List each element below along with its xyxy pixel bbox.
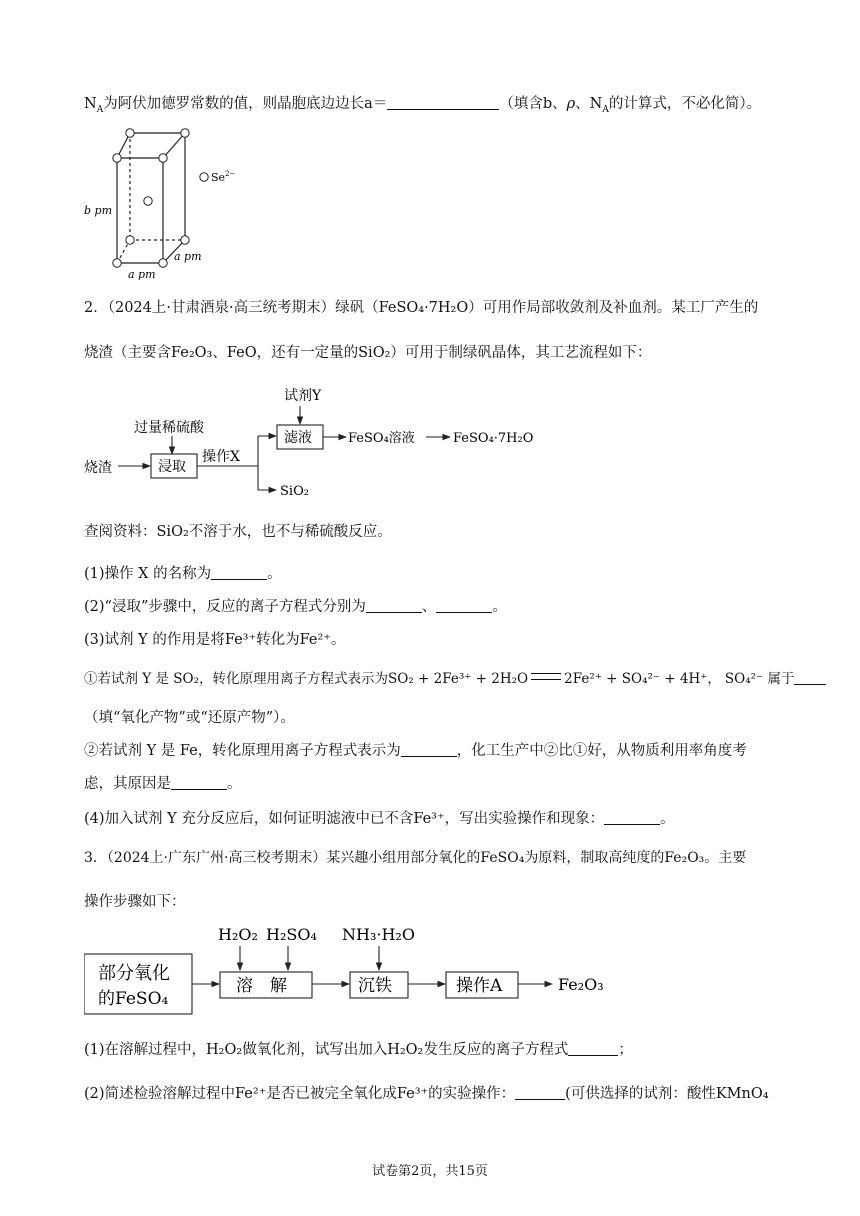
q2-s3b-line2-text: 虑，其原因是 bbox=[84, 776, 171, 792]
na-sub: A bbox=[96, 104, 104, 115]
q2-sub2 bbox=[84, 597, 507, 617]
q3-s1-text: (1)在溶解过程中，H₂O₂做氧化剂，试写出加入H₂O₂发生反应的离子方程式 bbox=[84, 1042, 569, 1058]
na-symbol: N bbox=[84, 96, 97, 112]
svg-text:FeSO₄溶液: FeSO₄溶液 bbox=[348, 431, 415, 446]
q2-sub3a bbox=[84, 669, 826, 689]
q3-heading: 3．（2024上·广东广州·高三校考期末）某兴趣小组用部分氧化的FeSO₄为原料，制取高纯度的Fe₂O₃。主要 bbox=[84, 850, 747, 866]
svg-text:烧渣: 烧渣 bbox=[84, 460, 112, 476]
q2-sub3a-paren: （填“氧化产物”或“还原产物”）。 bbox=[84, 710, 295, 726]
rho-symbol: ρ bbox=[566, 96, 576, 112]
q2-s2-end: 。 bbox=[492, 599, 507, 615]
equation-right: 2Fe²⁺ + SO₄²⁻ + 4H⁺， bbox=[564, 671, 721, 687]
svg-text:浸取: 浸取 bbox=[158, 459, 186, 475]
q3-s2-text: (2)简述检验溶解过程中Fe²⁺是否已被完全氧化成Fe³⁺的实验操作： bbox=[84, 1086, 516, 1102]
answer-blank[interactable] bbox=[171, 775, 227, 790]
q2-s3b-tail: ，化工生产中②比①好，从物质利用率角度考 bbox=[456, 743, 747, 759]
answer-blank[interactable] bbox=[604, 810, 660, 825]
q3-line2: 操作步骤如下： bbox=[84, 894, 186, 910]
equation-left: SO₂ + 2Fe³⁺ + 2H₂O bbox=[388, 671, 529, 687]
q2-head-tail: ）可用作局部收敛剂及补血剂。某工厂产生的 bbox=[468, 300, 759, 316]
page-footer: 试卷第2页，共15页 bbox=[372, 1164, 488, 1179]
q3-flowchart bbox=[84, 918, 644, 1022]
q2-sub4 bbox=[84, 809, 675, 829]
svg-text:FeSO₄·7H₂O: FeSO₄·7H₂O bbox=[453, 431, 534, 446]
answer-blank[interactable] bbox=[515, 1085, 565, 1100]
svg-text:Se2−: $Se^{2-}$ bbox=[211, 170, 236, 184]
answer-blank[interactable] bbox=[401, 742, 457, 757]
svg-text:溶 解: 溶 解 bbox=[236, 976, 287, 996]
q2-s3b-end: 。 bbox=[227, 776, 242, 792]
q2-heading bbox=[84, 298, 758, 318]
svg-text:的FeSO₄: 的FeSO₄ bbox=[98, 989, 169, 1009]
q2-s2-text: (2)“浸取”步骤中，反应的离子方程式分别为 bbox=[84, 599, 366, 615]
q2-sub1 bbox=[84, 564, 282, 584]
svg-text:a pm: a pm bbox=[128, 268, 156, 280]
q3-s1-end: ； bbox=[618, 1042, 633, 1058]
q2-s4-end: 。 bbox=[660, 811, 675, 827]
q3-sub2 bbox=[84, 1084, 769, 1104]
na-symbol-2: N bbox=[589, 96, 603, 112]
equals-sign bbox=[531, 673, 561, 680]
q2-line2-b: 、FeO，还有一定量的 bbox=[212, 345, 359, 361]
svg-text:部分氧化: 部分氧化 bbox=[98, 963, 170, 984]
svg-text:Fe₂O₃: Fe₂O₃ bbox=[558, 975, 604, 994]
q3-s2-tail: (可供选择的试剂：酸性KMnO₄ bbox=[565, 1086, 769, 1102]
svg-text:a pm: a pm bbox=[174, 250, 202, 263]
q2-sub3b bbox=[84, 741, 747, 761]
svg-text:b pm: b pm bbox=[84, 204, 113, 217]
q2-formula: FeSO₄·7H₂O bbox=[378, 300, 469, 316]
svg-text:NH₃·H₂O: NH₃·H₂O bbox=[342, 925, 415, 944]
q2-s3a-text: ①若试剂 Y 是 SO₂，转化原理用离子方程式表示为 bbox=[84, 671, 389, 687]
q2-info: 查阅资料：SiO₂不溶于水，也不与稀硫酸反应。 bbox=[84, 524, 392, 540]
svg-text:SiO₂: SiO₂ bbox=[280, 484, 309, 499]
svg-text:沉铁: 沉铁 bbox=[358, 976, 392, 996]
sio2-formula: SiO₂ bbox=[358, 345, 391, 361]
q1-text-b: （填含b、 bbox=[499, 96, 567, 112]
q2-s4-text: (4)加入试剂 Y 充分反应后，如何证明滤液中已不含Fe³⁺，写出实验操作和现象： bbox=[84, 811, 605, 827]
q2-sub3b-line2 bbox=[84, 774, 242, 794]
fe2o3-formula: Fe₂O₃ bbox=[171, 345, 213, 361]
q1-text-a: 为阿伏加德罗常数的值，则晶胞底边边长a＝ bbox=[103, 96, 388, 112]
q2-sub3: (3)试剂 Y 的作用是将Fe³⁺转化为Fe²⁺。 bbox=[84, 632, 346, 648]
q2-s1-end: 。 bbox=[267, 566, 282, 582]
q2-head-text: 2．（2024上·甘肃酒泉·高三统考期末）绿矾（ bbox=[84, 300, 379, 316]
crystal-cell-figure bbox=[80, 128, 260, 280]
q2-s3a-tail: SO₄²⁻ 属于 bbox=[724, 671, 795, 687]
q2-line2-c: ）可用于制绿矾晶体，其工艺流程如下： bbox=[390, 345, 652, 361]
svg-text:H₂O₂: H₂O₂ bbox=[218, 925, 258, 944]
q1-text-d: 的计算式，不必化简）。 bbox=[608, 96, 762, 112]
svg-text:H₂SO₄: H₂SO₄ bbox=[266, 925, 317, 944]
q2-line2-a: 烧渣（主要含 bbox=[84, 345, 171, 361]
answer-blank[interactable] bbox=[436, 598, 492, 613]
svg-text:滤液: 滤液 bbox=[284, 430, 312, 446]
answer-blank[interactable] bbox=[568, 1041, 618, 1056]
svg-text:操作X: 操作X bbox=[202, 449, 240, 465]
answer-blank[interactable] bbox=[794, 670, 826, 685]
q2-flowchart bbox=[84, 384, 584, 502]
q2-line2 bbox=[84, 343, 651, 363]
q1-line bbox=[84, 94, 761, 114]
q2-s3b-text: ②若试剂 Y 是 Fe，转化原理用离子方程式表示为 bbox=[84, 743, 401, 759]
na-sub-2: A bbox=[602, 104, 609, 115]
answer-blank[interactable] bbox=[366, 598, 422, 613]
q2-s1-text: (1)操作 X 的名称为 bbox=[84, 566, 212, 582]
answer-blank[interactable] bbox=[387, 95, 499, 110]
svg-text:试剂Y: 试剂Y bbox=[284, 388, 322, 404]
q1-text-c: 、 bbox=[575, 96, 590, 112]
answer-blank[interactable] bbox=[211, 565, 267, 580]
q2-s2-mid: 、 bbox=[421, 599, 437, 615]
q3-sub1 bbox=[84, 1040, 633, 1060]
svg-text:过量稀硫酸: 过量稀硫酸 bbox=[134, 420, 204, 436]
svg-text:操作A: 操作A bbox=[456, 976, 503, 996]
